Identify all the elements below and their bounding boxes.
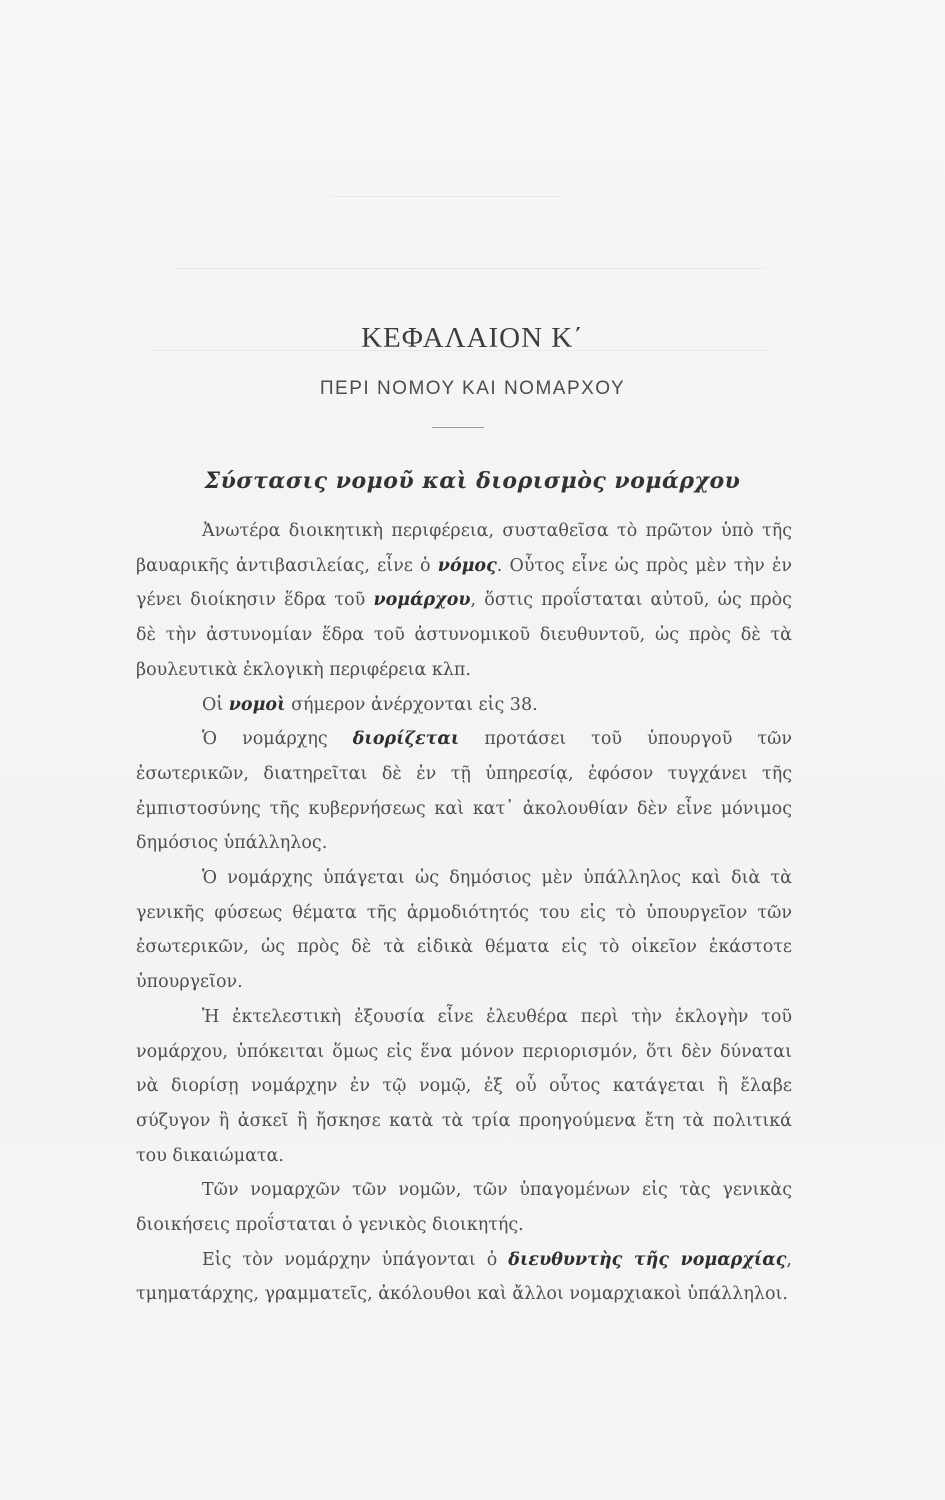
- paragraph: [136, 1243, 792, 1312]
- paragraph: [136, 722, 792, 861]
- paragraph: [136, 1173, 792, 1242]
- paragraph-text: Ἡ ἐκτελεστικὴ ἐξουσία εἶνε ἐλευθέρα περὶ τὴν ἐκλογὴν τοῦ νομάρχου, ὑπόκειται ὅμως εἰς ἕνα μόνον περιορισμόν, ὅτι δὲν δύναται νὰ διορίσῃ νομάρχην ἐν τῷ νομῷ, ἐξ οὗ οὗτος κατάγεται ἢ ἔλαβε σύζυγον ἢ ἀσκεῖ ἢ ἤσκησε κατὰ τὰ τρία προηγούμενα ἔτη τὰ πολιτικά του δικαιώματα.: [136, 1006, 792, 1166]
- paragraph-text: Ὁ νομάρχης ὑπάγεται ὡς δημόσιος μὲν ὑπάλληλος καὶ διὰ τὰ γενικῆς φύσεως θέματα τῆς ἁρμοδιότητός του εἰς τὸ ὑπουργεῖον τῶν ἐσωτερικῶν, ὡς πρὸς δὲ τὰ εἰδικὰ θέματα εἰς τὸ οἰκεῖον ἑκάστοτε ὑπουργεῖον.: [136, 868, 792, 993]
- paragraph-text: Εἰς τὸν νομάρχην ὑπάγονται ὁ: [202, 1249, 509, 1270]
- emphasis-term: διορίζεται: [352, 729, 460, 750]
- section-heading: Σύστασις νομοῦ καὶ διορισμὸς νομάρχου: [204, 468, 741, 494]
- emphasis-term: νομοὶ: [228, 694, 286, 715]
- body-text: [136, 514, 792, 1312]
- emphasis-term: νόμος: [437, 555, 497, 576]
- paragraph: [136, 1000, 792, 1174]
- bleed-through-line: [175, 268, 765, 269]
- paragraph-text: , τμηματάρχης, γραμματεῖς, ἀκόλουθοι καὶ ἄλλοι νομαρχιακοὶ ὑπάλληλοι.: [136, 1249, 792, 1305]
- chapter-subtitle: ΠΕΡΙ ΝΟΜΟΥ ΚΑΙ ΝΟΜΑΡΧΟΥ: [319, 378, 626, 399]
- paragraph: [136, 514, 792, 688]
- paragraph-text: . Οὗτος εἶνε ὡς πρὸς μὲν τὴν ἐν γένει διοίκησιν ἕδρα τοῦ: [136, 555, 792, 611]
- paragraph: [136, 861, 792, 1000]
- chapter-title: ΚΕΦΑΛΑΙΟΝ Κ΄: [361, 322, 584, 354]
- emphasis-term: διευθυντὴς τῆς νομαρχίας: [508, 1249, 787, 1270]
- paragraph: [136, 688, 792, 723]
- paragraph-text: προτάσει τοῦ ὑπουργοῦ τῶν ἐσωτερικῶν, διατηρεῖται δὲ ἐν τῇ ὑπηρεσίᾳ, ἐφόσον τυγχάνει τῆς ἐμπιστοσύνης τῆς κυβερνήσεως καὶ κατ᾽ ἀκολουθίαν δὲν εἶνε μόνιμος δημόσιος ὑπάλληλος.: [136, 729, 792, 854]
- paragraph-text: Ὁ νομάρχης: [202, 729, 353, 750]
- bleed-through-line: [330, 196, 560, 197]
- paragraph-text: Οἱ: [202, 694, 229, 715]
- title-divider: [432, 427, 484, 428]
- emphasis-term: νομάρχου: [373, 590, 471, 611]
- paragraph-text: Ἀνωτέρα διοικητικὴ περιφέρεια, συσταθεῖσα τὸ πρῶτον ὑπὸ τῆς βαυαρικῆς ἀντιβασιλείας, εἶνε ὁ: [136, 521, 792, 576]
- paragraph-text: Τῶν νομαρχῶν τῶν νομῶν, τῶν ὑπαγομένων εἰς τὰς γενικὰς διοικήσεις προΐσταται ὁ γενικὸς διοικητής.: [136, 1180, 792, 1236]
- paragraph-text: σήμερον ἀνέρχονται εἰς 38.: [285, 694, 538, 715]
- paragraph-text: , ὅστις προΐσταται αὐτοῦ, ὡς πρὸς δὲ τὴν ἀστυνομίαν ἕδρα τοῦ ἀστυνομικοῦ διευθυντοῦ, ὡς πρὸς δὲ τὰ βουλευτικὰ ἐκλογικὴ περιφέρεια κλπ.: [136, 590, 792, 680]
